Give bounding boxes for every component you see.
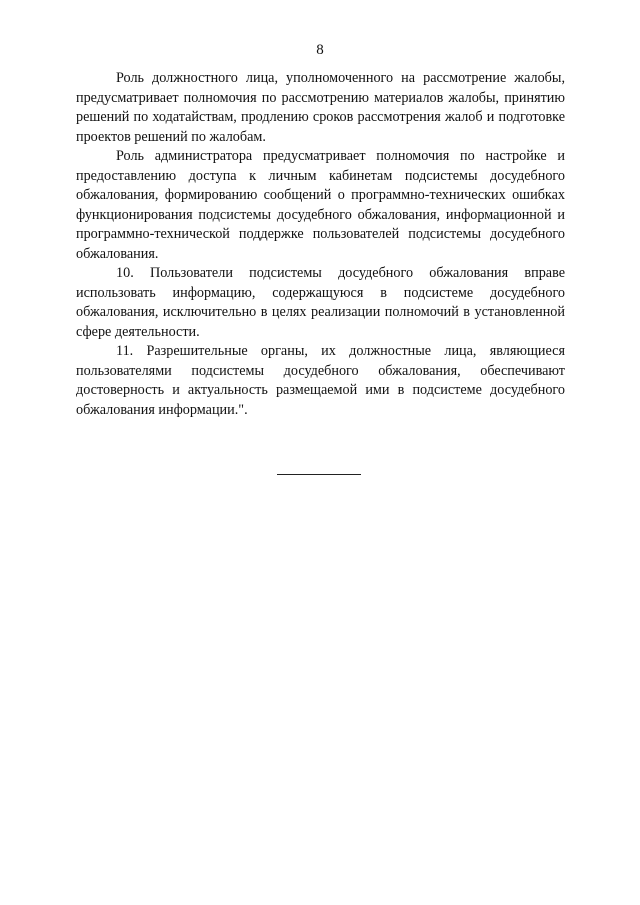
paragraph-11-permitting-authorities: 11. Разрешительные органы, их должностные лица, являющиеся пользователями подсистемы досудебного обжалования, обеспечивают достоверность и актуальность размещаемой ими в подсистеме досудебного обжалования информации.". (76, 343, 565, 418)
paragraph-administrator-role: Роль администратора предусматривает полномочия по настройке и предоставлению доступа к личным кабинетам подсистемы досудебного обжалования, формированию сообщений о программно-технических ошибках функционирования подсистемы досудебного обжалования, информационной и программно-технической поддержке пользователей подсистемы досудебного обжалования. (76, 148, 565, 262)
paragraph-official-role: Роль должностного лица, уполномоченного на рассмотрение жалобы, предусматривает полномочия по рассмотрению материалов жалобы, принятию решений по ходатайствам, продлению сроков рассмотрения жалоб и подготовке проектов решений по жалобам. (76, 70, 565, 145)
page-number: 8 (316, 42, 324, 58)
document-body (76, 69, 565, 420)
paragraph-10-users-information: 10. Пользователи подсистемы досудебного обжалования вправе использовать информацию, содержащуюся в подсистеме досудебного обжалования, исключительно в целях реализации полномочий в установленной сфере деятельности. (76, 265, 565, 340)
end-divider-line (277, 474, 361, 475)
